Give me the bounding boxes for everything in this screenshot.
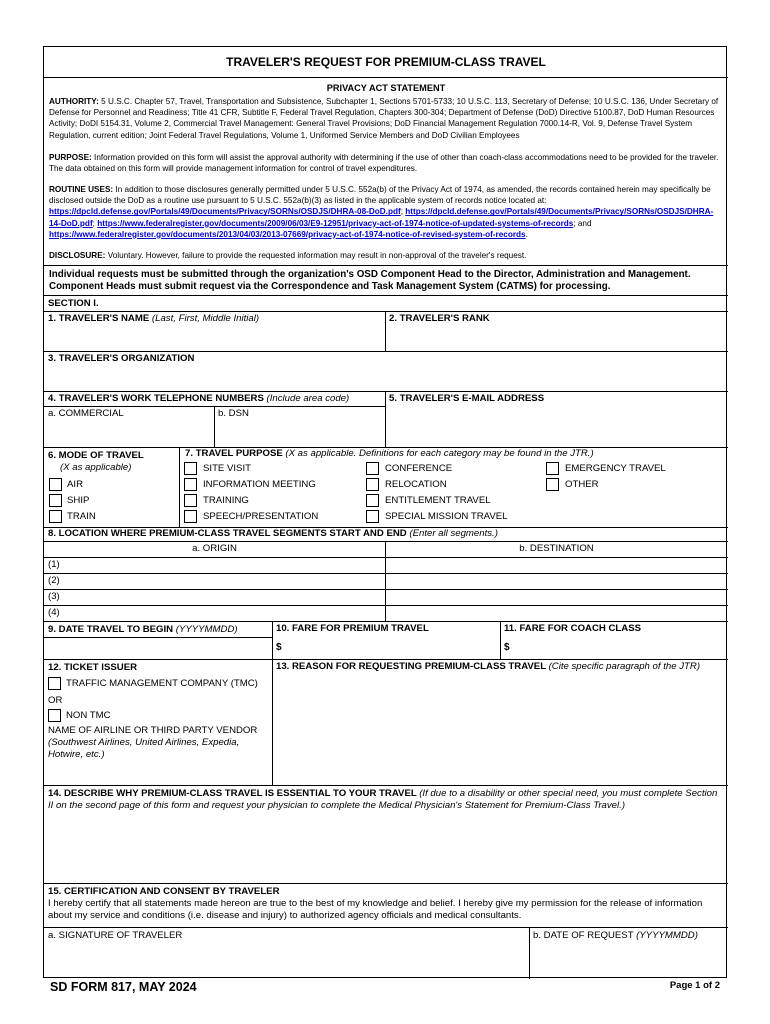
date-travel-begin-label-text: 9. DATE TRAVEL TO BEGIN xyxy=(48,624,174,635)
signature-label: a. SIGNATURE OF TRAVELER xyxy=(48,930,183,941)
mode-of-travel-hint: (X as applicable) xyxy=(60,462,132,473)
premium-reason-label-text: 13. REASON FOR REQUESTING PREMIUM-CLASS TRAVEL xyxy=(276,661,546,672)
purpose-entitlement-travel-checkbox[interactable] xyxy=(366,494,379,507)
dsn-phone-label: b. DSN xyxy=(218,408,249,419)
date-travel-begin-hint: (YYYYMMDD) xyxy=(175,624,238,635)
segment-4-destination-field[interactable] xyxy=(387,606,725,620)
segment-3-label: (3) xyxy=(48,591,60,602)
purpose-label: PURPOSE: xyxy=(49,153,92,162)
purpose-other-label: OTHER xyxy=(565,479,599,490)
routine-uses-label: ROUTINE USES: xyxy=(49,185,114,194)
federal-register-link-2013[interactable]: https://www.federalregister.gov/documents/2013/04/03/2013-07669/privacy-act-of-1974-notice-of-revised-system-of-records xyxy=(49,229,526,239)
ticket-issuer-tmc-checkbox[interactable] xyxy=(48,677,61,690)
segments-label xyxy=(48,528,498,540)
disclosure-paragraph xyxy=(49,250,724,261)
ticket-issuer-non-tmc-label: NON TMC xyxy=(66,710,111,721)
mode-train-label: TRAIN xyxy=(67,511,96,522)
routine-uses-paragraph xyxy=(49,184,724,240)
segment-4-origin-field[interactable] xyxy=(68,606,383,620)
essential-travel-hint: (If due to a disability or other special need, you must complete Section II on the second page of this form and request your physician to complete the Medical Physician's Statement for Premium-Class Travel.) xyxy=(48,788,718,811)
purpose-text: Information provided on this form will assist the approval authority with determining if the use of other than coach-class accommodations need to be provided for the traveler. The data obtained on this form will provide management information for control of travel expenditures. xyxy=(49,153,719,174)
privacy-heading: PRIVACY ACT STATEMENT xyxy=(326,83,446,93)
commercial-phone-field[interactable] xyxy=(46,421,212,445)
essential-travel-label xyxy=(48,788,724,812)
purpose-site-visit-checkbox[interactable] xyxy=(184,462,197,475)
segment-2-destination-field[interactable] xyxy=(387,574,725,588)
form-identifier: SD FORM 817, MAY 2024 xyxy=(50,980,197,994)
purpose-special-mission-label: SPECIAL MISSION TRAVEL xyxy=(385,511,508,522)
mode-ship-checkbox[interactable] xyxy=(49,494,62,507)
premium-reason-field[interactable] xyxy=(274,675,725,783)
date-of-request-hint: (YYYYMMDD) xyxy=(636,930,698,941)
coach-fare-label: 11. FARE FOR COACH CLASS xyxy=(504,623,641,634)
purpose-information-meeting-label: INFORMATION MEETING xyxy=(203,479,316,490)
purpose-paragraph xyxy=(49,152,724,174)
traveler-name-label xyxy=(48,313,259,325)
coach-fare-field[interactable] xyxy=(514,639,725,657)
premium-reason-hint: (Cite specific paragraph of the JTR) xyxy=(548,661,701,672)
form-container xyxy=(43,46,727,978)
date-travel-begin-field[interactable] xyxy=(46,637,270,657)
separator: ; xyxy=(400,207,403,217)
section-1-heading: SECTION I. xyxy=(48,298,99,309)
separator: ; xyxy=(92,218,95,228)
signature-field[interactable] xyxy=(46,943,526,977)
routine-uses-text: In addition to those disclosures generally permitted under 5 U.S.C. 552a(b) of the Privacy Act of 1974, as amended, the records contained herein may specifically be disclosed outside the DoD as a routine use pursuant to 5 U.S.C. 552a(b)(3) as listed in the applicable system of records notice located at: xyxy=(49,185,711,206)
separator: . xyxy=(525,229,528,239)
purpose-conference-checkbox[interactable] xyxy=(366,462,379,475)
separator: ; and xyxy=(573,218,592,228)
dsn-phone-field[interactable] xyxy=(216,421,383,445)
vendor-name-hint: (Southwest Airlines, United Airlines, Expedia, Hotwire, etc.) xyxy=(48,737,240,760)
purpose-information-meeting-checkbox[interactable] xyxy=(184,478,197,491)
traveler-name-label-text: 1. TRAVELER'S NAME xyxy=(48,313,150,324)
premium-fare-label: 10. FARE FOR PREMIUM TRAVEL xyxy=(276,623,429,634)
segment-2-origin-field[interactable] xyxy=(68,574,383,588)
email-address-label: 5. TRAVELER'S E-MAIL ADDRESS xyxy=(389,393,545,404)
ticket-issuer-tmc-label: TRAFFIC MANAGEMENT COMPANY (TMC) xyxy=(66,678,258,689)
essential-travel-field[interactable] xyxy=(46,815,725,881)
date-of-request-label xyxy=(533,930,698,942)
ticket-issuer-non-tmc-checkbox[interactable] xyxy=(48,709,61,722)
traveler-rank-label: 2. TRAVELER'S RANK xyxy=(389,313,490,324)
work-telephone-label-text: 4. TRAVELER'S WORK TELEPHONE NUMBERS xyxy=(48,393,264,404)
destination-column-header: b. DESTINATION xyxy=(519,543,594,554)
mode-of-travel-label: 6. MODE OF TRAVEL xyxy=(48,450,144,461)
segment-3-origin-field[interactable] xyxy=(68,590,383,604)
disclosure-label: DISCLOSURE: xyxy=(49,251,106,260)
purpose-emergency-travel-checkbox[interactable] xyxy=(546,462,559,475)
mode-train-checkbox[interactable] xyxy=(49,510,62,523)
segment-1-origin-field[interactable] xyxy=(68,558,383,572)
mode-air-label: AIR xyxy=(67,479,83,490)
vendor-name-label-text: NAME OF AIRLINE OR THIRD PARTY VENDOR xyxy=(48,725,258,736)
vendor-name-field[interactable] xyxy=(46,763,270,783)
travel-purpose-label-text: 7. TRAVEL PURPOSE xyxy=(185,448,283,459)
segment-2-label: (2) xyxy=(48,575,60,586)
certification-text: I hereby certify that all statements made hereon are true to the best of my knowledge and belief. I hereby give my permission for the release of information about my service and conditions (i.e. disease and injury) to authorized agency officials and medical consultants. xyxy=(48,898,703,921)
purpose-special-mission-checkbox[interactable] xyxy=(366,510,379,523)
ticket-issuer-or-label: OR xyxy=(48,695,63,706)
premium-fare-currency: $ xyxy=(276,642,282,653)
traveler-organization-label: 3. TRAVELER'S ORGANIZATION xyxy=(48,353,195,364)
origin-column-header: a. ORIGIN xyxy=(192,543,237,554)
purpose-training-label: TRAINING xyxy=(203,495,249,506)
travel-purpose-label xyxy=(185,448,594,460)
authority-text: 5 U.S.C. Chapter 57, Travel, Transportation and Subsistence, Subchapter 1, Sections 5701-5733; 10 U.S.C. 113, Secretary of Defense; 10 U.S.C. 136, Under Secretary of Defense for Personnel and Readiness; Title 41 CFR, Subtitle F, Federal Travel Regulation, Chapters 300-304; Department of Defense (DoD) Directive 5100.87, DoD Human Resources Activity; DoDI 5154.31, Volume 2, Commercial Travel Management: General Travel Provisions; DoD Financial Management Regulation 7000.14-R, Vol. 9, Defense Travel System Regulation, current edition; Joint Federal Travel Regulations, Volume 1, Uniformed Service Members and DoD Civilian Employees xyxy=(49,97,719,140)
certification-label: 15. CERTIFICATION AND CONSENT BY TRAVELER xyxy=(48,886,280,897)
authority-paragraph xyxy=(49,96,724,141)
premium-reason-label xyxy=(276,661,700,673)
federal-register-link-2009[interactable]: https://www.federalregister.gov/documents/2009/06/03/E9-12951/privacy-act-of-1974-notice-of-updated-systems-of-records xyxy=(97,218,574,228)
purpose-site-visit-label: SITE VISIT xyxy=(203,463,251,474)
mode-ship-label: SHIP xyxy=(67,495,90,506)
essential-travel-label-text: 14. DESCRIBE WHY PREMIUM-CLASS TRAVEL IS ESSENTIAL TO YOUR TRAVEL xyxy=(48,788,417,799)
purpose-training-checkbox[interactable] xyxy=(184,494,197,507)
segment-3-destination-field[interactable] xyxy=(387,590,725,604)
purpose-speech-presentation-checkbox[interactable] xyxy=(184,510,197,523)
coach-fare-currency: $ xyxy=(504,642,510,653)
instruction-line-2: Component Heads must submit request via the Correspondence and Task Management System (CATMS) for processing. xyxy=(49,281,611,292)
form-title: TRAVELER'S REQUEST FOR PREMIUM-CLASS TRAVEL xyxy=(226,55,546,69)
purpose-emergency-travel-label: EMERGENCY TRAVEL xyxy=(565,463,666,474)
authority-label: AUTHORITY: xyxy=(49,97,99,106)
traveler-name-hint: (Last, First, Middle Initial) xyxy=(151,313,260,324)
segments-label-text: 8. LOCATION WHERE PREMIUM-CLASS TRAVEL SEGMENTS START AND END xyxy=(48,528,407,539)
page-number: Page 1 of 2 xyxy=(669,980,720,991)
purpose-entitlement-travel-label: ENTITLEMENT TRAVEL xyxy=(385,495,491,506)
segment-4-label: (4) xyxy=(48,607,60,618)
ticket-issuer-label: 12. TICKET ISSUER xyxy=(48,662,138,673)
segment-1-destination-field[interactable] xyxy=(387,558,725,572)
segments-hint: (Enter all segments.) xyxy=(409,528,498,539)
sorn-link-dhra-08[interactable]: https://dpcld.defense.gov/Portals/49/Documents/Privacy/SORNs/OSDJS/DHRA-08-DoD.pdf xyxy=(49,207,401,217)
traveler-rank-field[interactable] xyxy=(387,327,725,349)
date-travel-begin-label xyxy=(48,624,238,636)
work-telephone-hint: (Include area code) xyxy=(266,393,350,404)
submission-instructions xyxy=(49,269,724,293)
travel-purpose-hint: (X as applicable. Definitions for each category may be found in the JTR.) xyxy=(285,448,594,459)
purpose-relocation-label: RELOCATION xyxy=(385,479,447,490)
sorn-link-dhra-14[interactable]: https://dpcld.defense.gov/Portals/49/Documents/Privacy/SORNs/OSDJS/DHRA-14-DoD.pdf xyxy=(49,207,714,228)
commercial-phone-label: a. COMMERCIAL xyxy=(48,408,124,419)
segment-1-label: (1) xyxy=(48,559,60,570)
mode-air-checkbox[interactable] xyxy=(49,478,62,491)
work-telephone-label xyxy=(48,393,349,405)
email-address-field[interactable] xyxy=(387,407,725,445)
vendor-name-label xyxy=(48,725,268,761)
purpose-conference-label: CONFERENCE xyxy=(385,463,453,474)
traveler-organization-field[interactable] xyxy=(46,367,725,389)
premium-fare-field[interactable] xyxy=(286,639,498,657)
date-of-request-label-text: b. DATE OF REQUEST xyxy=(533,930,634,941)
purpose-relocation-checkbox[interactable] xyxy=(366,478,379,491)
traveler-name-field[interactable] xyxy=(46,327,382,349)
disclosure-text: Voluntary. However, failure to provide the requested information may result in non-approval of the traveler's request. xyxy=(107,251,527,260)
date-of-request-field[interactable] xyxy=(531,943,725,977)
instruction-line-1: Individual requests must be submitted through the organization's OSD Component Head to the Director, Administration and Management. xyxy=(49,269,691,280)
purpose-speech-presentation-label: SPEECH/PRESENTATION xyxy=(203,511,319,522)
purpose-other-checkbox[interactable] xyxy=(546,478,559,491)
